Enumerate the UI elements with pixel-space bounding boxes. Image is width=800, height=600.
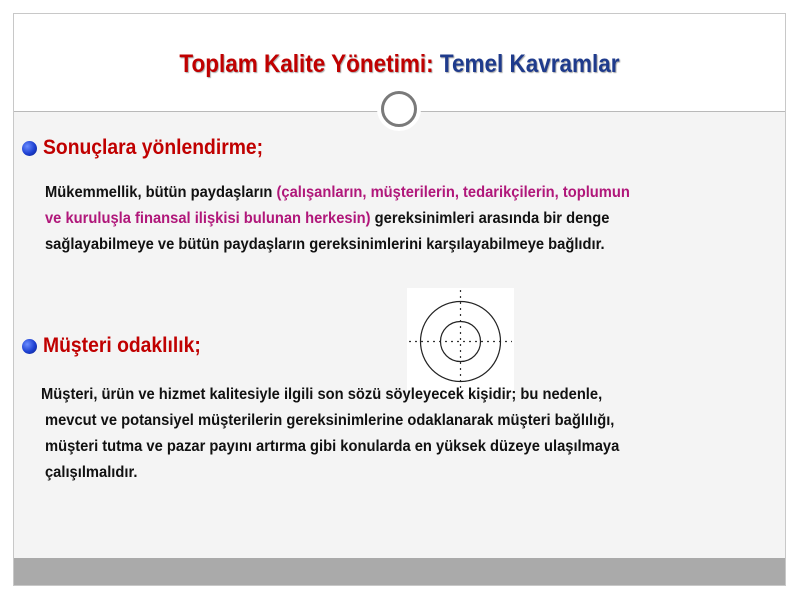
paragraph-line: müşteri tutma ve pazar payını artırma gibi konularda en yüksek düzeye ulaşılmaya (45, 438, 620, 455)
target-crosshair-icon (407, 288, 514, 395)
paragraph-line: ve kuruluşla finansal ilişkisi bulunan herkesin) gereksinimleri arasında bir denge (45, 210, 610, 227)
ring-icon (381, 91, 417, 127)
heading-results: Sonuçlara yönlendirme; (43, 136, 264, 159)
paragraph-line: mevcut ve potansiyel müşterilerin gereksinimlerine odaklanarak müşteri bağlılığı, (45, 412, 615, 429)
bullet-dot-icon (22, 141, 37, 156)
title-part-blue: Temel Kavramlar (433, 50, 620, 78)
slide (13, 13, 786, 586)
paragraph-customer (41, 382, 669, 486)
heading-customer: Müşteri odaklılık; (43, 334, 201, 357)
section-heading-customer (22, 334, 215, 358)
paragraph-line: Mükemmellik, bütün paydaşların (çalışanların, müşterilerin, tedarikçilerin, toplumun (45, 184, 630, 201)
paragraph-results (45, 180, 681, 258)
slide-title (53, 50, 747, 79)
title-part-red: Toplam Kalite Yönetimi: (179, 50, 434, 78)
bullet-dot-icon (22, 339, 37, 354)
footer-band (14, 558, 785, 585)
paragraph-line: Müşteri, ürün ve hizmet kalitesiyle ilgili son sözü söyleyecek kişidir; bu nedenle, (41, 386, 603, 403)
paragraph-line: çalışılmalıdır. (45, 464, 138, 481)
paragraph-line: sağlayabilmeye ve bütün paydaşların gereksinimlerini karşılayabilmeye bağlıdır. (45, 236, 605, 253)
section-heading-results (22, 136, 282, 160)
